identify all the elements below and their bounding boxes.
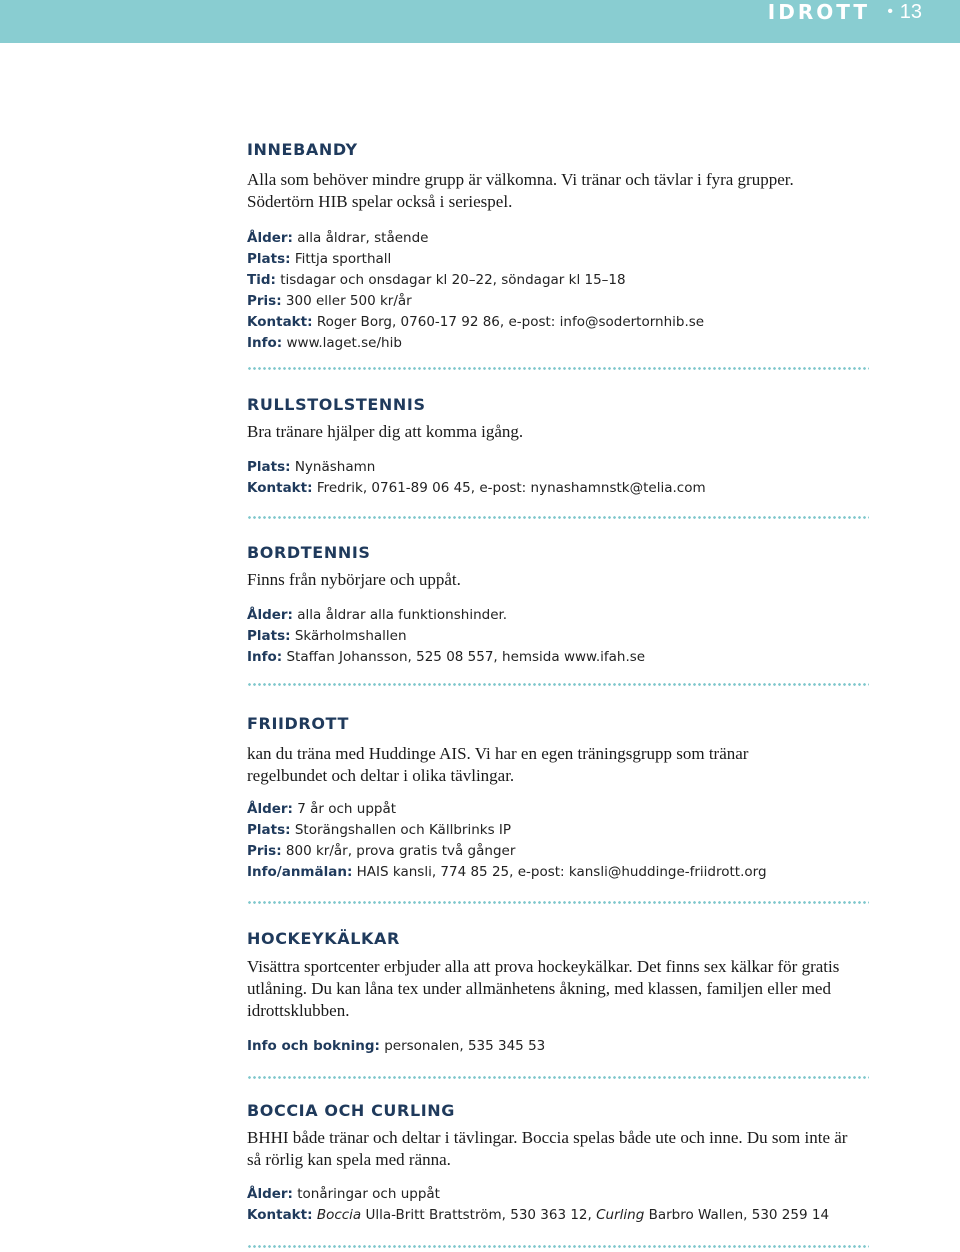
facts-list: [247, 605, 887, 668]
fact-row: [247, 457, 887, 478]
section-heading: INNEBANDY: [247, 140, 358, 159]
fact-label: Plats:: [247, 251, 291, 267]
dotted-divider: [247, 367, 869, 370]
fact-label: Ålder:: [247, 230, 293, 246]
fact-value: Ulla-Britt Brattström, 530 363 12,: [361, 1207, 597, 1223]
fact-row: [247, 862, 887, 883]
section-rullstolstennis: [247, 395, 887, 499]
fact-value: tisdagar och onsdagar kl 20–22, söndagar kl 15–18: [280, 272, 626, 288]
fact-label: Kontakt:: [247, 314, 313, 330]
page-number: 13: [899, 1, 922, 23]
section-hockeykalkar: [247, 929, 887, 1057]
facts-list: [247, 228, 887, 354]
fact-label: Tid:: [247, 272, 276, 288]
fact-value: Staffan Johansson, 525 08 557, hemsida www.ifah.se: [286, 649, 646, 665]
fact-row: [247, 1184, 887, 1205]
fact-value: Skärholmshallen: [294, 628, 407, 644]
fact-row: [247, 312, 887, 333]
facts-list: [247, 457, 887, 499]
fact-value: 800 kr/år, prova gratis två gånger: [285, 843, 516, 859]
intro-line: Södertörn HIB spelar också i seriespel.: [247, 192, 513, 211]
section-title: IDROTT: [767, 0, 870, 24]
intro-line: Visättra sportcenter erbjuder alla att prova hockeykälkar. Det finns sex kälkar för gratis: [247, 957, 840, 976]
intro-line: idrottsklubben.: [247, 1001, 350, 1020]
section-innebandy: [247, 140, 887, 354]
fact-label: Ålder:: [247, 607, 293, 623]
fact-value: personalen, 535 345 53: [384, 1038, 546, 1054]
facts-list: [247, 799, 887, 883]
fact-value: tonåringar och uppåt: [297, 1186, 440, 1202]
intro-line: utlåning. Du kan låna tex under allmänhetens åkning, med klassen, familjen eller med: [247, 979, 831, 998]
dotted-divider: [247, 516, 869, 519]
fact-row: [247, 291, 887, 312]
section-bordtennis: [247, 543, 887, 668]
fact-row: [247, 249, 887, 270]
fact-row: [247, 1205, 887, 1226]
section-heading: HOCKEYKÄLKAR: [247, 929, 400, 948]
facts-list: [247, 1036, 887, 1057]
intro-line: Alla som behöver mindre grupp är välkomna. Vi tränar och tävlar i fyra grupper.: [247, 170, 794, 189]
section-heading: BOCCIA OCH CURLING: [247, 1101, 456, 1120]
fact-label: Info/anmälan:: [247, 864, 353, 880]
section-heading: BORDTENNIS: [247, 543, 371, 562]
fact-value: Barbro Wallen, 530 259 14: [644, 1207, 830, 1223]
fact-row: [247, 1036, 887, 1057]
fact-label: Info:: [247, 335, 283, 351]
fact-value: 7 år och uppåt: [297, 801, 397, 817]
fact-value: 300 eller 500 kr/år: [285, 293, 412, 309]
dotted-divider: [247, 901, 869, 904]
fact-row: [247, 799, 887, 820]
fact-label: Info och bokning:: [247, 1038, 380, 1054]
section-heading: RULLSTOLSTENNIS: [247, 395, 426, 414]
fact-value: Storängshallen och Källbrinks IP: [294, 822, 512, 838]
fact-row: [247, 478, 887, 499]
fact-row: [247, 841, 887, 862]
fact-value-italic: Boccia: [316, 1207, 362, 1223]
fact-label: Pris:: [247, 843, 282, 859]
dotted-divider: [247, 683, 869, 686]
intro-line: Finns från nybörjare och uppåt.: [247, 570, 461, 589]
fact-row: [247, 647, 887, 668]
fact-value: Fittja sporthall: [294, 251, 392, 267]
fact-label: Kontakt:: [247, 1207, 313, 1223]
fact-row: [247, 605, 887, 626]
fact-label: Plats:: [247, 628, 291, 644]
intro-line: så rörlig kan spela med ränna.: [247, 1150, 451, 1169]
fact-label: Plats:: [247, 822, 291, 838]
section-heading: FRIIDROTT: [247, 714, 349, 733]
fact-label: Kontakt:: [247, 480, 313, 496]
fact-value: alla åldrar alla funktionshinder.: [297, 607, 508, 623]
fact-value: www.laget.se/hib: [286, 335, 402, 351]
fact-label: Ålder:: [247, 801, 293, 817]
fact-row: [247, 270, 887, 291]
fact-row: [247, 820, 887, 841]
intro-line: kan du träna med Huddinge AIS. Vi har en egen träningsgrupp som tränar: [247, 744, 749, 763]
fact-value-italic: Curling: [596, 1207, 645, 1223]
fact-value: Nynäshamn: [294, 459, 376, 475]
fact-label: Ålder:: [247, 1186, 293, 1202]
dotted-divider: [247, 1245, 869, 1248]
dotted-divider: [247, 1076, 869, 1079]
fact-row: [247, 626, 887, 647]
fact-label: Plats:: [247, 459, 291, 475]
fact-value: Roger Borg, 0760-17 92 86, e-post: info@sodertornhib.se: [316, 314, 705, 330]
fact-label: Info:: [247, 649, 283, 665]
fact-row: [247, 228, 887, 249]
fact-row: [247, 333, 887, 354]
header-bullet: •: [887, 3, 893, 20]
facts-list: [247, 1184, 887, 1226]
intro-line: Bra tränare hjälper dig att komma igång.: [247, 422, 524, 441]
section-boccia-curling: [247, 1101, 887, 1226]
fact-label: Pris:: [247, 293, 282, 309]
intro-line: regelbundet och deltar i olika tävlingar.: [247, 766, 515, 785]
section-friidrott: [247, 714, 887, 883]
fact-value: alla åldrar, stående: [297, 230, 429, 246]
fact-value: HAIS kansli, 774 85 25, e-post: kansli@huddinge-friidrott.org: [356, 864, 767, 880]
intro-line: BHHI både tränar och deltar i tävlingar. Boccia spelas både ute och inne. Du som inte är: [247, 1128, 848, 1147]
fact-value: Fredrik, 0761-89 06 45, e-post: nynashamnstk@telia.com: [316, 480, 706, 496]
